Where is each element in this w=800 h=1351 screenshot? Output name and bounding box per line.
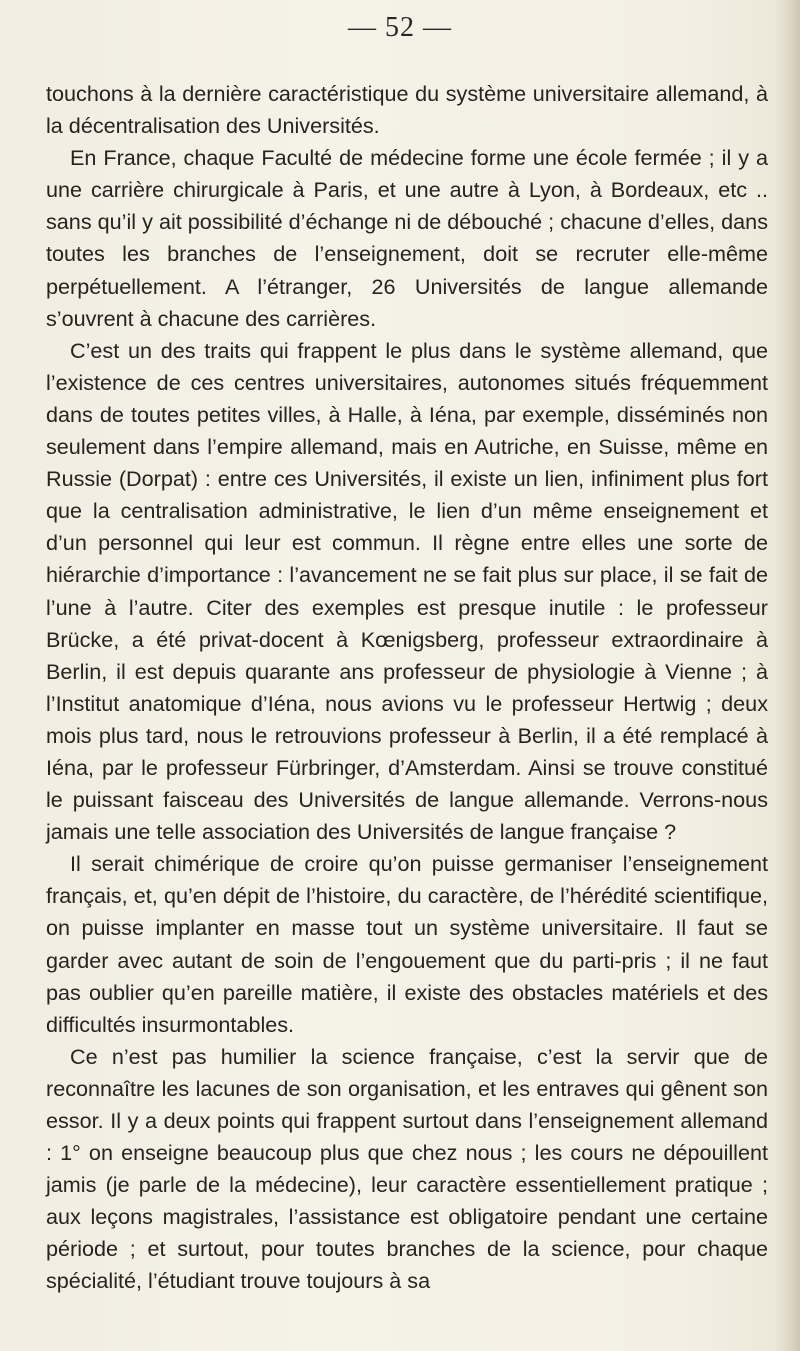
page-edge-shadow xyxy=(774,0,800,1351)
page-body xyxy=(46,78,768,1298)
paragraph-chimerical: Il serait chimérique de croire qu’on puisse germaniser l’enseignement français, et, qu’en dépit de l’histoire, du caractère, de l’hérédité scientifique, on puisse implanter en masse tout un système universitaire. Il faut se garder avec autant de soin de l’engouement que du parti-pris ; il ne faut pas oublier qu’en pareille matière, il existe des obstacles matériels et des difficultés insurmontables. xyxy=(46,851,768,1037)
page-number: — 52 — xyxy=(348,12,452,43)
paragraph-continuation: touchons à la dernière caractéristique du système universitaire allemand, à la décentralisation des Universités. xyxy=(46,81,768,139)
paragraph-france-faculties: En France, chaque Faculté de médecine forme une école fermée ; il y a une carrière chirurgicale à Paris, et une autre à Lyon, à Bordeaux, etc .. sans qu’il y ait possibilité d’échange ni de débouché ; chacune d’elles, dans toutes les branches de l’enseignement, doit se recruter elle-même perpétuellement. A l’étranger, 26 Universités de langue allemande s’ouvrent à chacune des carrières. xyxy=(46,145,768,331)
paragraph-german-system: C’est un des traits qui frappent le plus dans le système allemand, que l’existence de ces centres universitaires, autonomes situés fréquemment dans de toutes petites villes, à Halle, à Iéna, par exemple, disséminés non seulement dans l’empire allemand, mais en Autriche, en Suisse, même en Russie (Dorpat) : entre ces Universités, il existe un lien, infiniment plus fort que la centralisation administrative, le lien d’un même enseignement et d’un personnel qui leur est commun. Il règne entre elles une sorte de hiérarchie d’importance : l’avancement ne se fait plus sur place, il se fait de l’une à l’autre. Citer des exemples est presque inutile : le professeur Brücke, a été privat-docent à Kœnigsberg, professeur extraordinaire à Berlin, il est depuis quarante ans professeur de physiologie à Vienne ; à l’Institut anatomique d’Iéna, nous avions vu le professeur Hertwig ; deux mois plus tard, nous le retrouvions professeur à Berlin, il a été remplacé à Iéna, par le professeur Fürbringer, d’Amsterdam. Ainsi se trouve constitué le puissant faisceau des Universités de langue allemande. Verrons-nous jamais une telle association des Universités de langue française ? xyxy=(46,337,768,845)
paragraph-french-science: Ce n’est pas humilier la science française, c’est la servir que de reconnaître les lacunes de son organisation, et les entraves qui gênent son essor. Il y a deux points qui frappent surtout dans l’enseignement allemand : 1° on enseigne beaucoup plus que chez nous ; les cours ne dépouillent jamis (je parle de la médecine), leur caractère essentiellement pratique ; aux leçons magistrales, l’assistance est obligatoire pendant une certaine période ; et surtout, pour toutes branches de la science, pour chaque spécialité, l’étudiant trouve toujours à sa xyxy=(46,1043,768,1294)
